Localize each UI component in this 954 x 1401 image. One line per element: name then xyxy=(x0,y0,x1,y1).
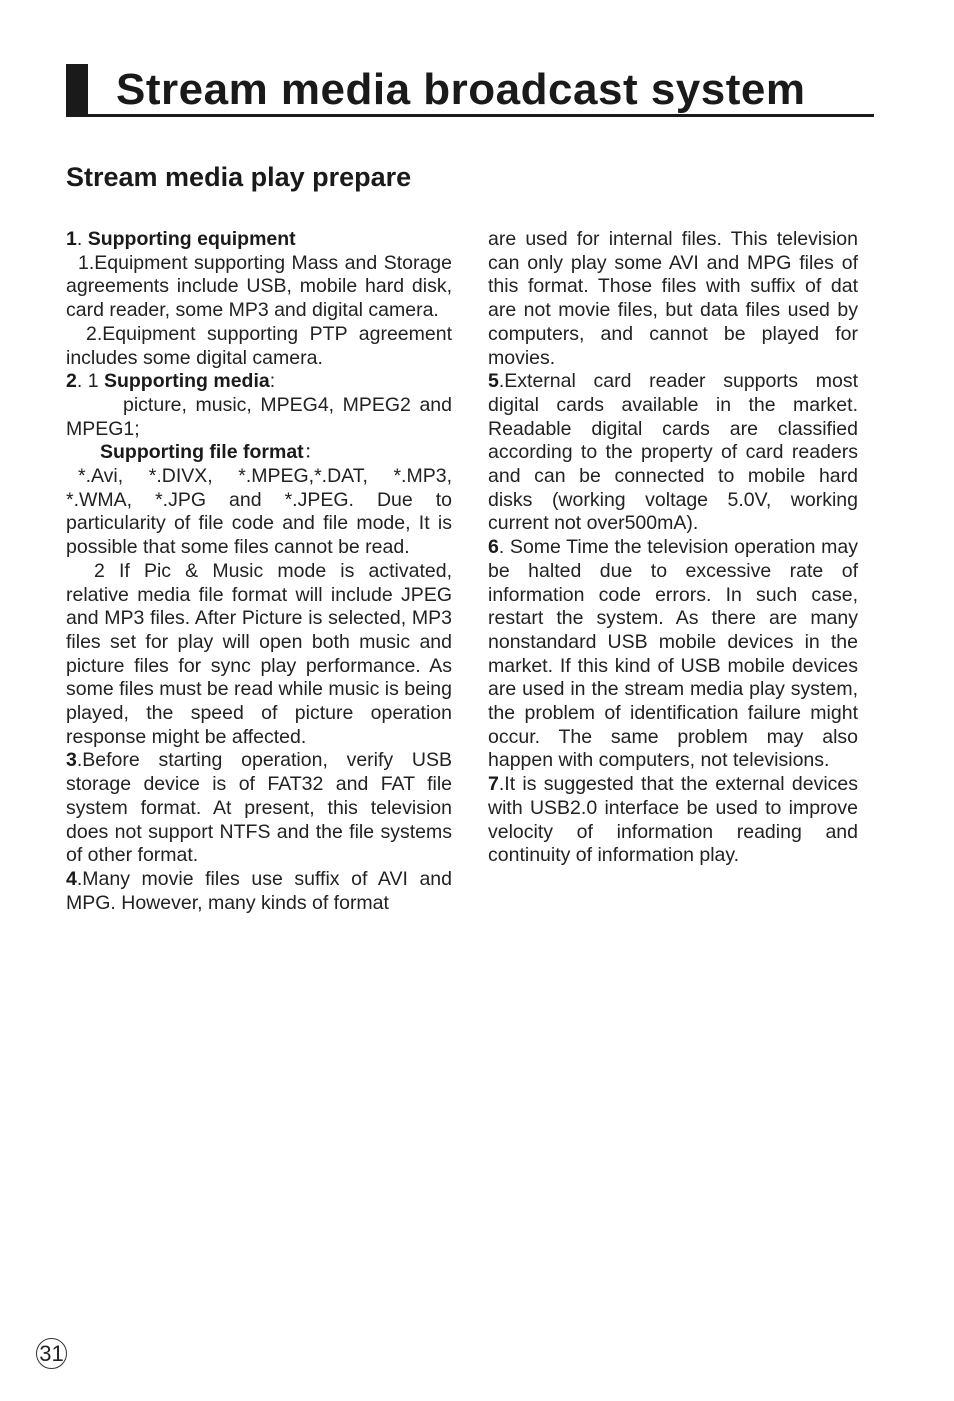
page-title: Stream media broadcast system xyxy=(116,65,806,114)
item-1-separator: . xyxy=(76,228,83,250)
item-2-media-text: picture, music, MPEG4, MPEG2 and MPEG1; xyxy=(66,393,452,440)
item-1-title: Supporting equipment xyxy=(87,228,296,250)
right-column xyxy=(488,228,858,868)
section-heading: Stream media play prepare xyxy=(66,162,412,192)
item-2-heading xyxy=(66,370,452,394)
item-4-continued: are used for internal files. This television can only play some AVI and MPG files of this format. Those files with suffix of dat are not movie files, but data files used by computers, and cannot be played for movies. xyxy=(488,228,858,369)
item-5-text: .External card reader supports most digital cards available in the market. Readable digital cards are classified according to the property of card readers and can be connected to mobile hard disks (working voltage 5.0V, working current not over500mA). xyxy=(488,370,858,535)
item-5-number: 5 xyxy=(488,370,499,393)
item-3-text: .Before starting operation, verify USB storage device is of FAT32 and FAT file system format. At present, this television does not support NTFS and the file systems of other format. xyxy=(66,749,452,867)
item-1-paragraph-1: 1.Equipment supporting Mass and Storage agreements include USB, mobile hard disk, card reader, some MP3 and digital camera. xyxy=(66,251,452,322)
item-7-number: 7 xyxy=(488,773,499,796)
item-6 xyxy=(488,536,858,773)
item-7-text: .It is suggested that the external devices with USB2.0 interface be used to improve velocity of information reading and continuity of information play. xyxy=(488,773,858,867)
item-6-number: 6 xyxy=(488,536,499,559)
item-2-media-title: Supporting media xyxy=(103,370,270,393)
item-1-paragraph-2: 2.Equipment supporting PTP agreement includes some digital camera. xyxy=(66,322,452,369)
item-4 xyxy=(66,868,452,915)
item-2-paragraph-2: 2 If Pic & Music mode is activated, relative media file format will include JPEG and MP3 files. After Picture is selected, MP3 files set for play will open both music and picture files for sync play performance. As some files must be read while music is being played, the speed of picture operation response might be affected. xyxy=(66,559,452,748)
item-4-number: 4 xyxy=(66,867,77,890)
page-number: 31 xyxy=(36,1338,67,1369)
item-2-format-text: *.Avi, *.DIVX, *.MPEG,*.DAT, *.MP3, *.WMA, *.JPG and *.JPEG. Due to particularity of file code and file mode, It is possible that some files cannot be read. xyxy=(66,465,452,559)
item-2-number: 2 xyxy=(66,370,77,393)
item-1-heading xyxy=(66,228,452,252)
title-marker-block xyxy=(66,64,88,114)
item-6-text: . Some Time the television operation may be halted due to excessive rate of information code errors. In such case, restart the system. As there are many nonstandard USB mobile devices in the market. If this kind of USB mobile devices are used in the stream media play system, the problem of identification failure might occur. The same problem may also happen with computers, not televisions. xyxy=(488,536,858,772)
left-column xyxy=(66,228,452,915)
item-2-format-heading xyxy=(66,441,452,465)
item-4-text: .Many movie files use suffix of AVI and MPG. However, many kinds of format xyxy=(66,867,452,914)
item-2-format-title: Supporting file format xyxy=(100,441,304,464)
item-2-colon: : xyxy=(269,370,276,393)
item-7 xyxy=(488,773,858,868)
item-1-number: 1 xyxy=(66,228,77,250)
title-bar xyxy=(66,64,874,117)
item-2-format-colon: ： xyxy=(303,441,324,464)
item-5 xyxy=(488,370,858,536)
item-2-subnumber: . 1 xyxy=(76,370,99,393)
item-3-number: 3 xyxy=(66,749,77,772)
item-3 xyxy=(66,749,452,868)
